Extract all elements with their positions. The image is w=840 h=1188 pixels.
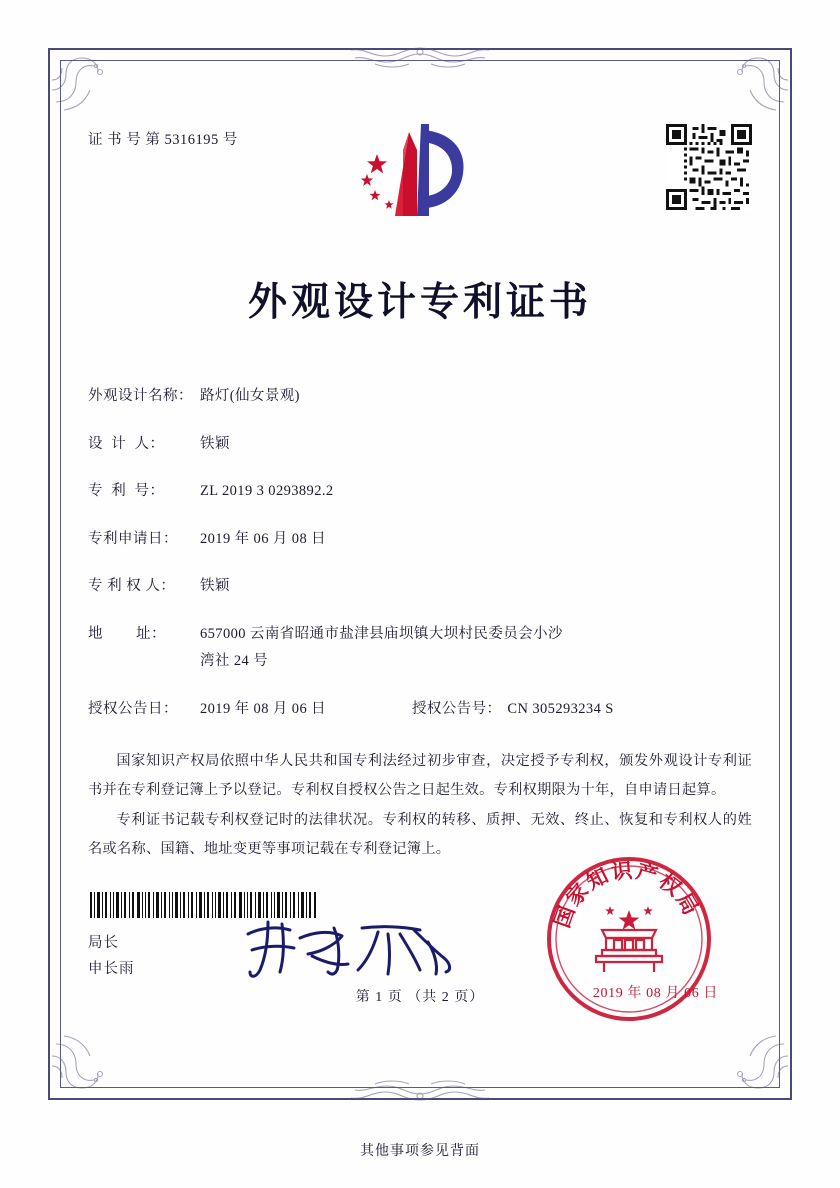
legal-paragraph-2: 专利证书记载专利权登记时的法律状况。专利权的转移、质押、无效、终止、恢复和专利权人的姓名或名称、国籍、地址变更等事项记载在专利登记簿上。 [88, 812, 752, 857]
field-value: 路灯(仙女景观) [200, 388, 300, 404]
field-application-date [88, 526, 752, 554]
certificate-number: 证 书 号 第 5316195 号 [88, 132, 238, 148]
handwritten-signature-icon [238, 912, 468, 984]
field-patentee [88, 573, 752, 601]
seal-date: 2019 年 08 月 06 日 [592, 986, 718, 1001]
grant-number-group [412, 696, 614, 724]
top-ornament-icon [315, 44, 525, 80]
field-label: 专 利 号： [88, 483, 165, 500]
svg-text:国家知识产权局: 国家知识产权局 [548, 857, 705, 931]
field-designer [88, 431, 752, 459]
field-value-row [200, 696, 752, 724]
grant-number-value: CN 305293234 S [507, 700, 614, 717]
field-value: 铁颖 [200, 435, 230, 452]
field-label: 设 计 人： [88, 435, 165, 452]
footer-note: 其他事项参见背面 [360, 1144, 480, 1159]
legal-paragraph-1: 国家知识产权局依照中华人民共和国专利法经过初步审查，决定授予专利权，颁发外观设计专利证书并在专利登记簿上予以登记。专利权自授权公告之日起生效。专利权期限为十年，自申请日起算。 [88, 753, 752, 798]
field-label: 地 址： [88, 625, 166, 642]
cnipa-logo-icon [355, 116, 485, 226]
field-label: 外观设计名称： [88, 388, 193, 404]
field-grant-announcement [88, 696, 752, 724]
field-value-block [200, 621, 752, 676]
field-value: ZL 2019 3 0293892.2 [200, 483, 334, 500]
field-label: 授权公告日： [88, 700, 178, 717]
field-list [88, 383, 752, 723]
qr-code-icon [666, 124, 752, 210]
field-label: 专 利 权 人： [88, 578, 176, 595]
bottom-ornament-icon [315, 1068, 525, 1104]
field-patent-number [88, 478, 752, 506]
field-value: 2019 年 06 月 08 日 [200, 530, 327, 547]
field-design-name [88, 383, 752, 411]
signer-name: 申长雨 [88, 960, 135, 977]
legal-text [88, 747, 752, 863]
signer-title: 局长 [88, 935, 119, 952]
signer-block [88, 931, 135, 982]
field-value: 铁颖 [200, 578, 230, 595]
grant-date-value: 2019 年 08 月 06 日 [200, 700, 327, 717]
field-address [88, 621, 752, 676]
certificate-content [88, 104, 752, 1068]
page-number: 第 1 页 （共 2 页） [355, 990, 485, 1005]
page-title: 外观设计专利证书 [247, 279, 592, 325]
field-value-line2: 湾社 24 号 [200, 653, 269, 670]
field-value-line1: 657000 云南省昭通市盐津县庙坝镇大坝村民委员会小沙 [200, 625, 563, 642]
field-label: 专利申请日： [88, 530, 178, 547]
grant-number-label: 授权公告号： [412, 700, 502, 717]
